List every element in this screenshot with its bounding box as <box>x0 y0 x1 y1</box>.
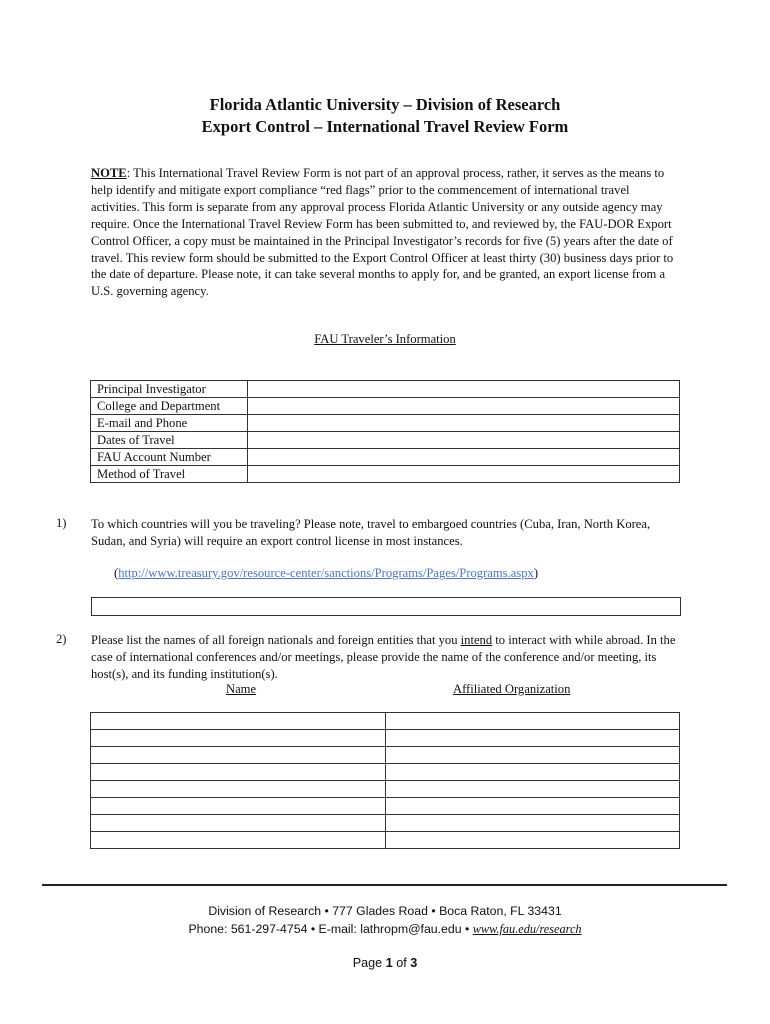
foreign-contact-row <box>91 798 680 815</box>
question-2-text-before: Please list the names of all foreign nationals and foreign entities that you <box>91 633 461 647</box>
countries-answer-field[interactable] <box>91 597 681 616</box>
foreign-contact-organization-field[interactable] <box>385 815 680 832</box>
traveler-info-heading <box>0 332 770 347</box>
foreign-contact-name-field[interactable] <box>91 764 386 781</box>
footer-contact-text: Phone: 561-297-4754 • E-mail: lathropm@fau.edu • <box>188 922 473 936</box>
foreign-contact-name-field[interactable] <box>91 730 386 747</box>
note-label: NOTE <box>91 166 127 180</box>
foreign-contact-row <box>91 832 680 849</box>
foreign-contact-row <box>91 781 680 798</box>
page-number <box>0 956 770 970</box>
traveler-info-label: Dates of Travel <box>91 432 248 449</box>
footer-address: Division of Research • 777 Glades Road • Boca Raton, FL 33431 <box>208 904 562 918</box>
traveler-info-row <box>91 381 680 398</box>
traveler-info-row <box>91 466 680 483</box>
foreign-contact-organization-field[interactable] <box>385 781 680 798</box>
traveler-info-value-field[interactable] <box>248 432 680 449</box>
column-header-organization: Affiliated Organization <box>453 682 571 696</box>
foreign-contact-row <box>91 730 680 747</box>
sanctions-link-line <box>114 566 538 581</box>
traveler-info-heading-text: FAU Traveler’s Information <box>314 332 456 346</box>
traveler-info-value-field[interactable] <box>248 449 680 466</box>
foreign-contact-organization-field[interactable] <box>385 713 680 730</box>
traveler-info-value-field[interactable] <box>248 381 680 398</box>
note-paragraph <box>91 165 681 300</box>
traveler-info-value-field[interactable] <box>248 415 680 432</box>
foreign-contacts-table <box>90 712 680 849</box>
traveler-info-label: FAU Account Number <box>91 449 248 466</box>
sanctions-link[interactable]: http://www.treasury.gov/resource-center/sanctions/Programs/Pages/Programs.aspx <box>118 566 534 580</box>
title-line-2: Export Control – International Travel Review Form <box>201 117 569 136</box>
question-1-text: To which countries will you be traveling? Please note, travel to embargoed countries (Cuba, Iran, North Korea, Sudan, and Syria) will require an export control license in most instances. <box>91 517 651 548</box>
link-open-paren: ( <box>114 566 119 580</box>
foreign-contact-row <box>91 713 680 730</box>
traveler-info-row <box>91 449 680 466</box>
question-2-text <box>91 632 681 683</box>
traveler-info-value-field[interactable] <box>248 398 680 415</box>
page-total: 3 <box>410 956 418 970</box>
foreign-contact-name-field[interactable] <box>91 832 386 849</box>
column-header-name: Name <box>226 682 257 696</box>
footer-website-link[interactable]: www.fau.edu/research <box>472 922 582 936</box>
traveler-info-label: Principal Investigator <box>91 381 248 398</box>
foreign-contact-organization-field[interactable] <box>385 764 680 781</box>
question-2-number: 2) <box>56 632 67 646</box>
foreign-contact-organization-field[interactable] <box>385 798 680 815</box>
traveler-info-value-field[interactable] <box>248 466 680 483</box>
question-1-number: 1) <box>56 516 67 530</box>
traveler-info-label: E-mail and Phone <box>91 415 248 432</box>
link-close-paren: ) <box>533 566 539 580</box>
foreign-contact-name-field[interactable] <box>91 798 386 815</box>
note-text: : This International Travel Review Form is not part of an approval process, rather, it serves as the means to help identify and mitigate export compliance “red flags” prior to the commencement of international travel activities. This form is separate from any approval process Florida Atlantic University or any outside agency may require. Once the International Travel Review Form has been submitted to, and reviewed by, the FAU-DOR Export Control Officer, a copy must be maintained in the Principal Investigator’s records for five (5) years after the date of travel. This review form should be submitted to the Export Control Officer at least thirty (30) business days prior to the date of departure. Please note, it can take several months to apply for, and be granted, an export license from a U.S. governing agency. <box>91 166 674 299</box>
foreign-contact-row <box>91 764 680 781</box>
traveler-info-row <box>91 432 680 449</box>
page-current: 1 <box>385 956 393 970</box>
foreign-contact-organization-field[interactable] <box>385 747 680 764</box>
foreign-contact-name-field[interactable] <box>91 815 386 832</box>
question-2-text-after: to interact with while abroad. In the case of international conferences and/or meetings, please provide the name of the conference and/or meeting, its host(s), and its funding institution(s). <box>91 633 676 681</box>
traveler-info-table <box>90 380 680 483</box>
foreign-contact-row <box>91 747 680 764</box>
foreign-contact-organization-field[interactable] <box>385 832 680 849</box>
traveler-info-label: Method of Travel <box>91 466 248 483</box>
foreign-contact-row <box>91 815 680 832</box>
foreign-contact-name-field[interactable] <box>91 713 386 730</box>
foreign-contact-name-field[interactable] <box>91 781 386 798</box>
question-2-text-underlined: intend <box>460 633 493 647</box>
page-of: of <box>392 956 411 970</box>
page-prefix: Page <box>352 956 386 970</box>
foreign-contact-name-field[interactable] <box>91 747 386 764</box>
footer-divider <box>42 884 727 886</box>
title-line-1: Florida Atlantic University – Division of Research <box>209 95 561 114</box>
traveler-info-row <box>91 398 680 415</box>
traveler-info-label: College and Department <box>91 398 248 415</box>
foreign-contact-organization-field[interactable] <box>385 730 680 747</box>
footer-contact <box>0 922 770 937</box>
traveler-info-row <box>91 415 680 432</box>
